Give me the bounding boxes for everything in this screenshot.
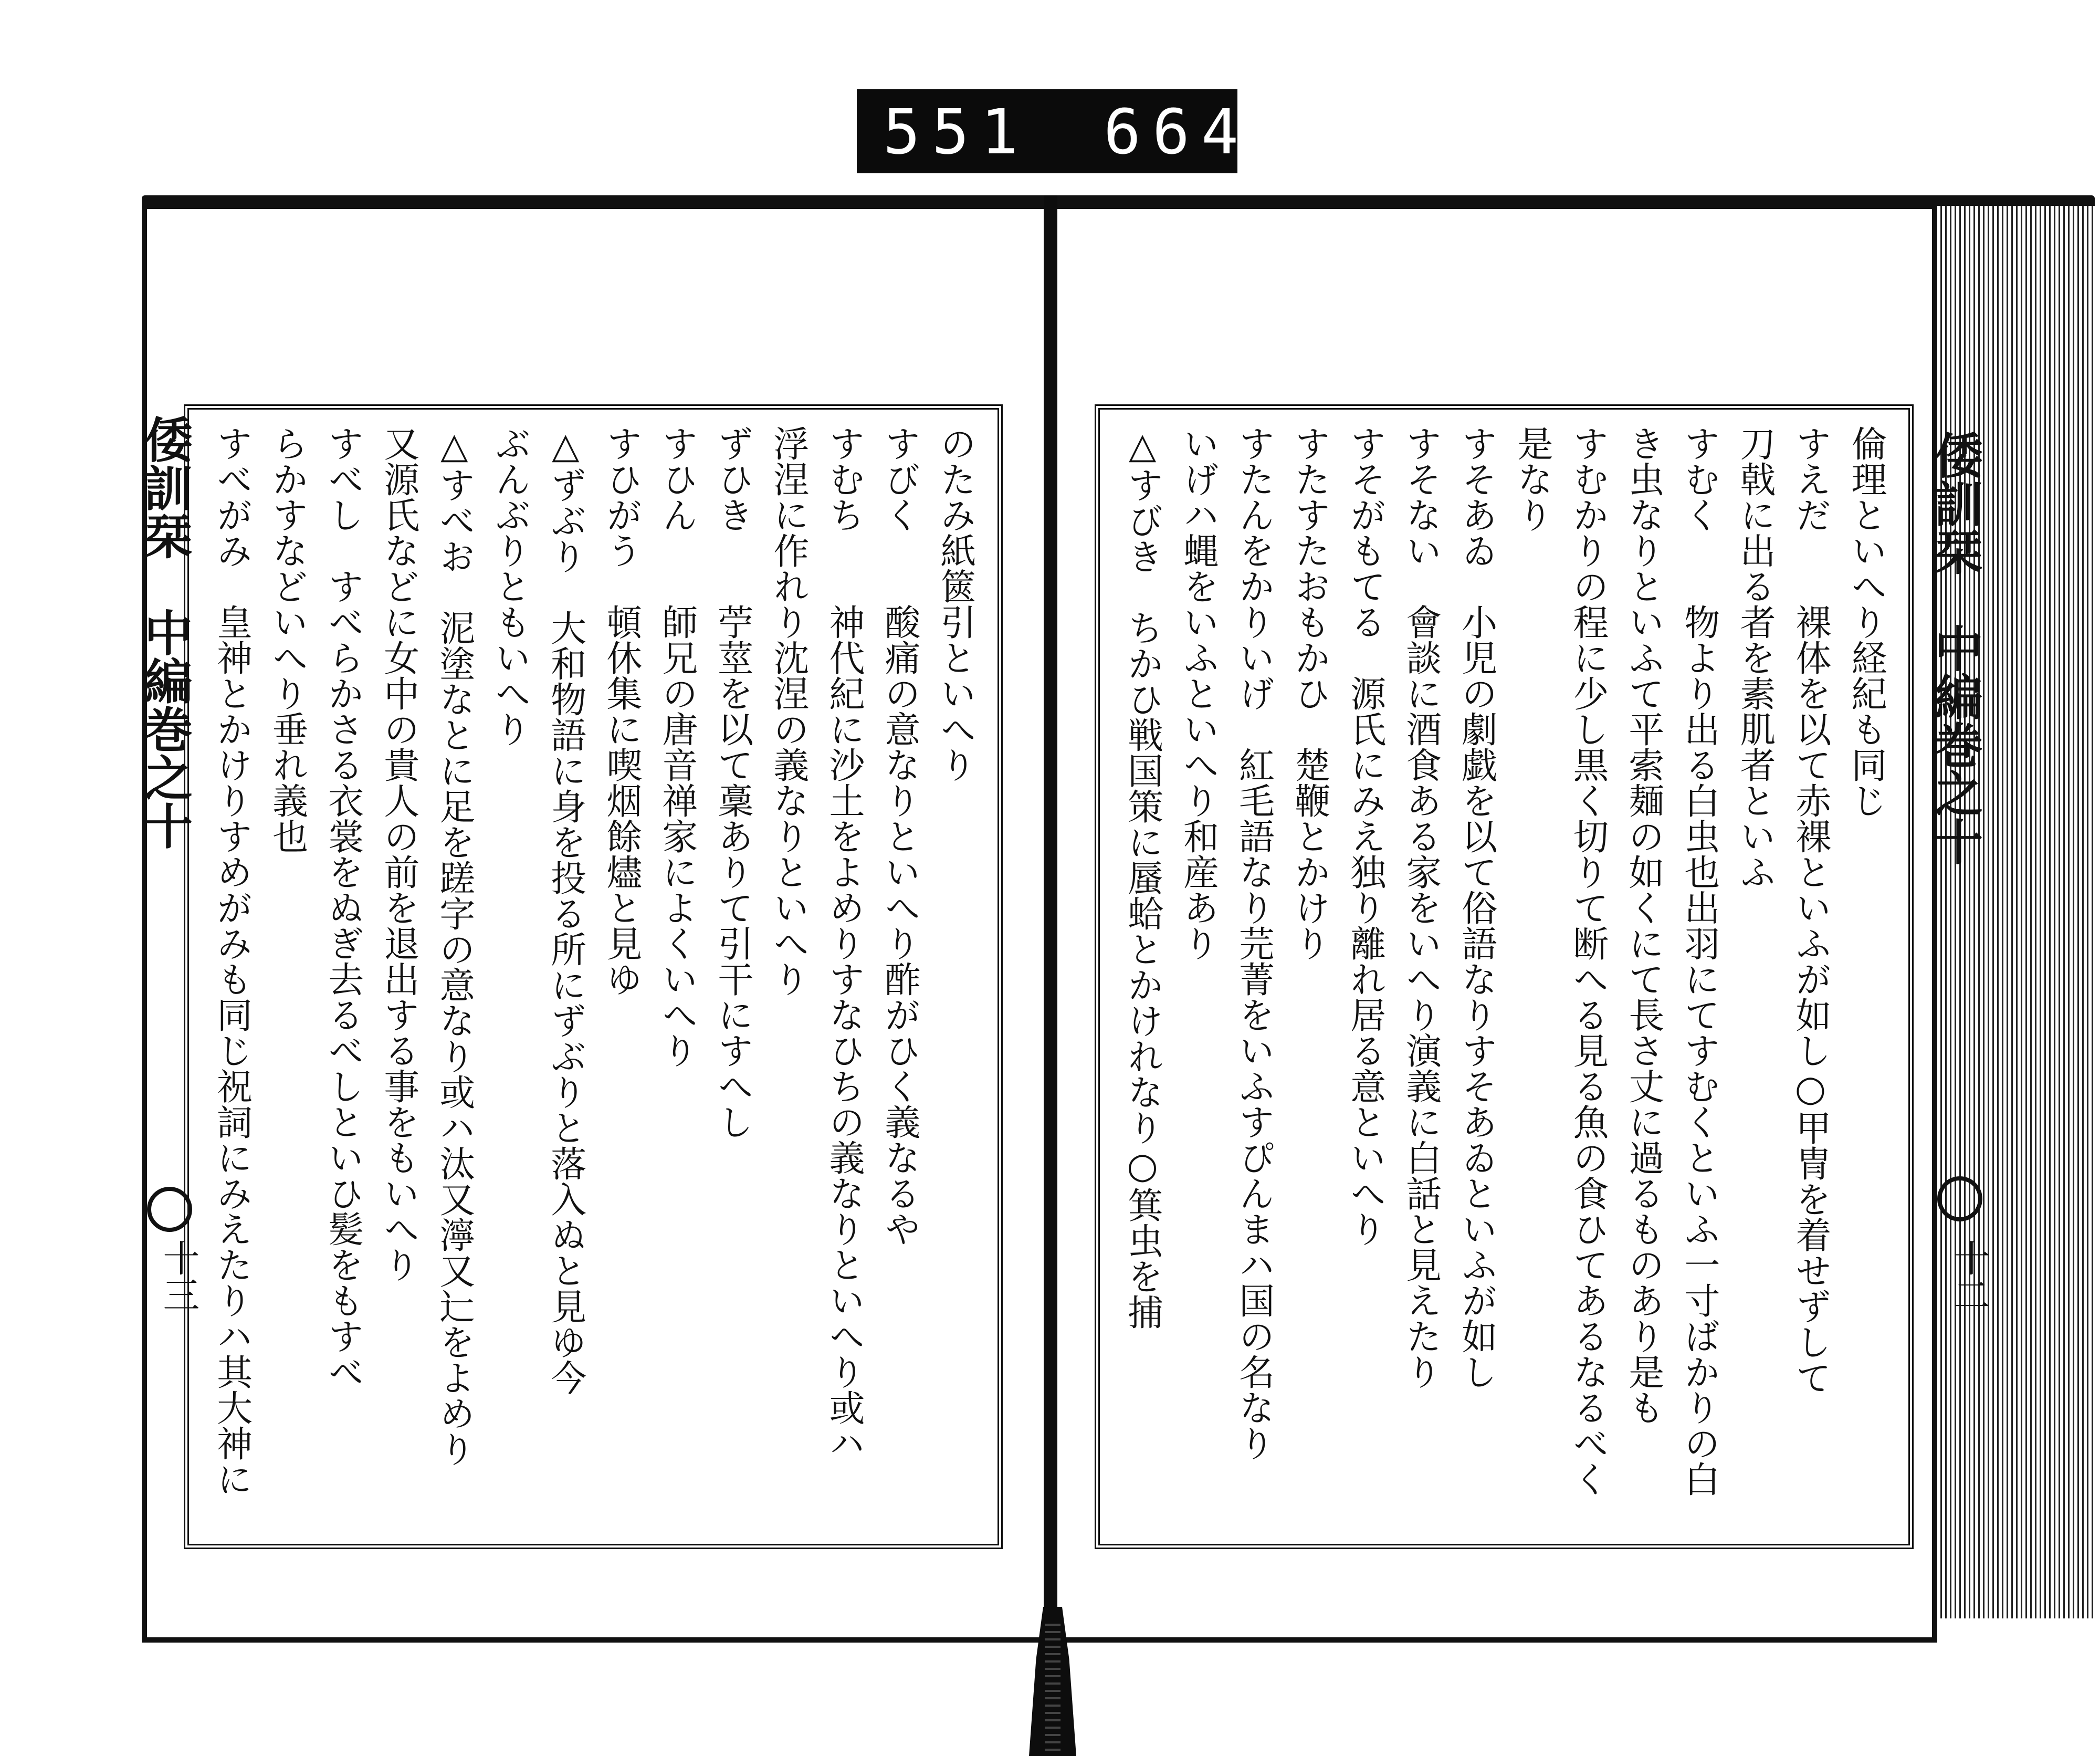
right-folio-mark — [1937, 1176, 1982, 1221]
left-text-column: 浮涅に作れり沈涅の義なりといへり — [767, 425, 809, 997]
right-text-column: △すびき ちかひ戦国策に蜃蛤とかけれなり○箕虫を捕 — [1121, 425, 1163, 1330]
right-text-column: 是なり — [1511, 425, 1553, 532]
left-text-column: すびく 酸痛の意なりといへり酢がひく義なるや — [878, 425, 920, 1247]
left-text-column: すひん 師兄の唐音禅家によくいへり — [656, 425, 698, 1068]
left-text-frame — [184, 404, 1003, 1549]
right-text-column: すむかりの程に少し黒く切りて断へる見る魚の食ひてあるなるべく — [1567, 425, 1609, 1497]
left-text-column: △ずぶり 大和物語に身を投る所にずぶりと落入ぬと見ゆ今 — [544, 425, 586, 1395]
right-text-column: すそがもてる 源氏にみえ独り離れ居る意といへり — [1344, 425, 1386, 1247]
book-spine — [1044, 195, 1057, 1756]
right-text-column: き虫なりといふて平索麺の如くにて長さ丈に過るものあり是も — [1622, 425, 1664, 1425]
right-text-column: 倫理といへり経紀も同じ — [1845, 425, 1887, 818]
left-folio-number: 十三 — [157, 1239, 200, 1313]
left-text-column: すむち 神代紀に沙土をよめりすなひちの義なりといへり或ハ — [823, 425, 865, 1461]
right-folio-number: 十二 — [1947, 1239, 1990, 1313]
spine-foot-shade — [1045, 1623, 1060, 1756]
right-text-column: すそあゐ 小児の劇戯を以て俗語なりすそあゐといふが如し — [1455, 425, 1497, 1389]
right-text-column: すたんをかりいげ 紅毛語なり芫菁をいふすぴんまハ国の名なり — [1233, 425, 1275, 1461]
left-text-columns — [210, 425, 976, 1528]
right-text-column: 刀戟に出る者を素肌者といふ — [1734, 425, 1776, 890]
left-text-column: すべがみ 皇神とかけりすめがみも同じ祝詞にみえたりハ其大神に — [211, 425, 253, 1497]
catalog-number-2: 664. — [1104, 96, 1299, 168]
right-text-column: すむく 物より出る白虫也出羽にてすむくといふ一寸ばかりの白 — [1678, 425, 1720, 1497]
right-text-frame — [1095, 404, 1914, 1549]
right-running-head: 倭訓栞 中編巻之十 — [1927, 431, 1983, 865]
left-text-column: ぶんぶりともいへり — [489, 425, 531, 747]
left-text-column: らかすなどいへり垂れ義也 — [266, 425, 308, 854]
page-edges — [1937, 206, 2095, 1618]
left-text-column: すべし すべらかさる衣裳をぬぎ去るべしといひ髪をもすべ — [322, 425, 364, 1389]
left-text-column: △すべお 泥塗なとに足を蹉字の意なり或ハ汰又濘又辷をよめり — [433, 425, 475, 1467]
right-text-column: すえだ 裸体を以て赤裸といふが如し○甲冑を着せずして — [1789, 425, 1831, 1395]
left-text-column: 又源氏などに女中の貴人の前を退出する事をもいへり — [377, 425, 419, 1282]
left-text-column: のたみ紙篋引といへり — [934, 425, 976, 782]
right-text-columns — [1121, 425, 1887, 1528]
left-text-column: すひがう 頓休集に喫烟餘燼と見ゆ — [600, 425, 642, 997]
right-text-column: いげハ蝿をいふといへり和産あり — [1177, 425, 1219, 961]
catalog-number-1: 551 — [883, 96, 1030, 168]
left-text-column: ずひき 苧莖を以て稾ありて引干にすへし — [711, 425, 753, 1140]
right-text-column: すたすたおもかひ 楚鞭とかけり — [1288, 425, 1330, 961]
right-text-column: すそない 會談に酒食ある家をいへり演義に白話と見えたり — [1400, 425, 1442, 1389]
left-running-head: 倭訓栞 中編巻之十 — [136, 415, 193, 850]
catalog-number-label — [857, 89, 1299, 173]
